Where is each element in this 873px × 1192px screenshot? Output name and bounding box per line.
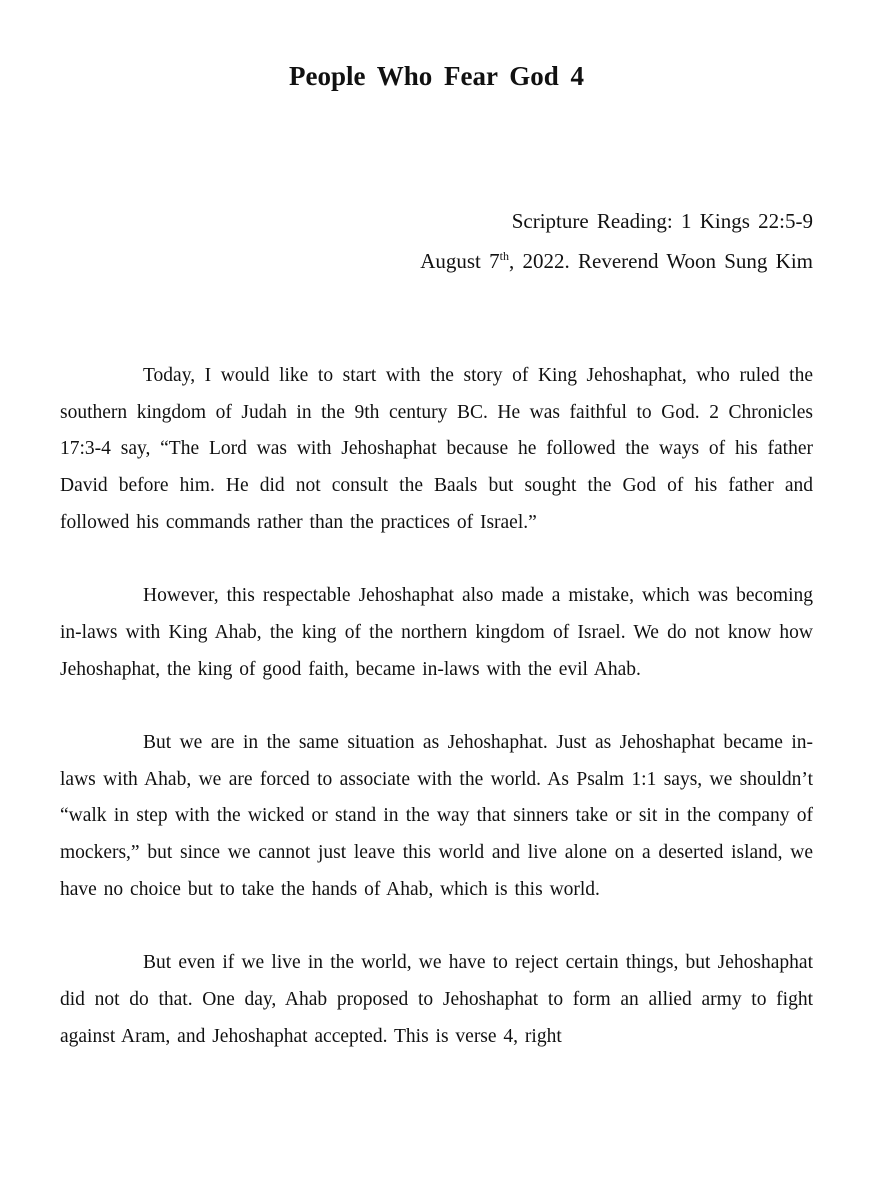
- date-prefix: August 7: [420, 249, 500, 273]
- paragraph-2: However, this respectable Jehoshaphat also made a mistake, which was becoming in-laws with King Ahab, the king of the northern kingdom of Israel. We do not know how Jehoshaphat, the king of good faith, became in-laws with the evil Ahab.: [60, 585, 813, 680]
- paragraph-4: But even if we live in the world, we have to reject certain things, but Jehoshaphat did not do that. One day, Ahab proposed to Jehoshaphat to form an allied army to fight against Aram, and Jehoshaphat accepted. This is verse 4, right: [60, 952, 813, 1047]
- document-title: People Who Fear God 4: [289, 61, 584, 91]
- date-rest: , 2022. Reverend Woon Sung Kim: [509, 249, 813, 273]
- sermon-body: [60, 358, 813, 1092]
- scripture-reading: Scripture Reading: 1 Kings 22:5-9: [511, 209, 813, 233]
- paragraph-1: Today, I would like to start with the story of King Jehoshaphat, who ruled the southern kingdom of Judah in the 9th century BC. He was faithful to God. 2 Chronicles 17:3-4 say, “The Lord was with Jehoshaphat because he followed the ways of his father David before him. He did not consult the Baals but sought the God of his father and followed his commands rather than the practices of Israel.”: [60, 365, 813, 533]
- date-ordinal-suffix: th: [499, 249, 509, 263]
- paragraph-3: But we are in the same situation as Jehoshaphat. Just as Jehoshaphat became in-laws with Ahab, we are forced to associate with the world. As Psalm 1:1 says, we shouldn’t “walk in step with the wicked or stand in the way that sinners take or sit in the company of mockers,” but since we cannot just leave this world and live alone on a deserted island, we have no choice but to take the hands of Ahab, which is this world.: [60, 732, 813, 900]
- date-and-author: [420, 246, 813, 276]
